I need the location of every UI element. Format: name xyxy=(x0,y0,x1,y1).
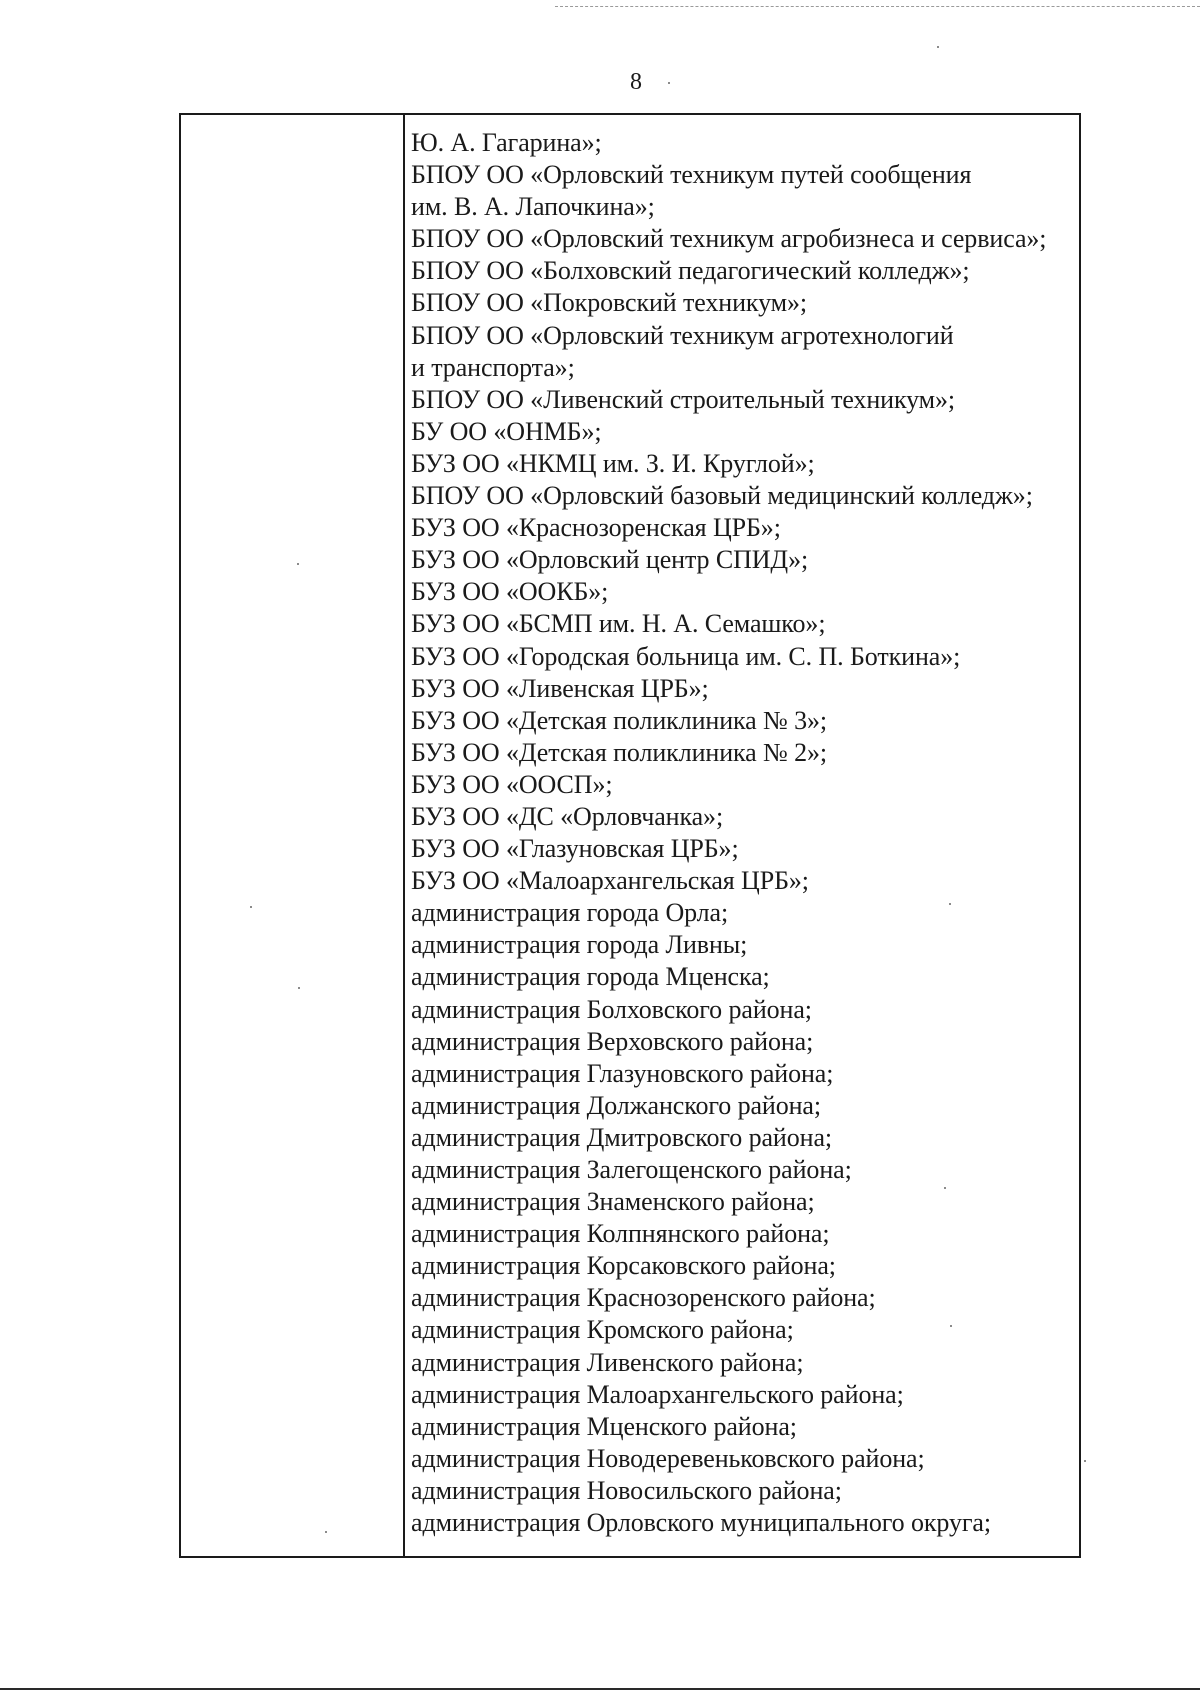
list-item: администрация Колпнянского района; xyxy=(411,1219,830,1249)
list-item: администрация Кромского района; xyxy=(411,1315,794,1345)
list-item: администрация Новодеревеньковского района; xyxy=(411,1443,925,1473)
list-item: БУЗ ОО «Глазуновская ЦРБ»; xyxy=(411,834,739,864)
list-item: БУЗ ОО «ДС «Орловчанка»; xyxy=(411,801,724,831)
list-item: администрация Знаменского района; xyxy=(411,1187,815,1217)
list-item: БУЗ ОО «Городская больница им. С. П. Боткина»; xyxy=(411,641,961,671)
scan-speck xyxy=(297,563,299,565)
list-item: БУЗ ОО «Ливенская ЦРБ»; xyxy=(411,673,709,703)
list-item: БУЗ ОО «ООСП»; xyxy=(411,769,613,799)
list-item: БПОУ ОО «Покровский техникум»; xyxy=(411,288,808,318)
list-item: БПОУ ОО «Орловский базовый медицинский колледж»; xyxy=(411,481,1033,511)
list-item: БУЗ ОО «Орловский центр СПИД»; xyxy=(411,545,809,575)
scan-speck xyxy=(668,82,670,84)
list-item: БУЗ ОО «НКМЦ им. З. И. Круглой»; xyxy=(411,448,815,478)
list-item: администрация города Мценска; xyxy=(411,962,770,992)
list-item: администрация Верховского района; xyxy=(411,1026,814,1056)
list-item: администрация Краснозоренского района; xyxy=(411,1283,876,1313)
page-number: 8 xyxy=(630,69,642,95)
list-item: администрация города Ливны; xyxy=(411,930,748,960)
scan-speck xyxy=(944,1187,946,1189)
table-left-column xyxy=(181,115,405,1556)
list-item: БУЗ ОО «Малоархангельская ЦРБ»; xyxy=(411,866,809,896)
list-item: администрация Орловского муниципального округа; xyxy=(411,1508,991,1538)
scan-speck xyxy=(937,46,939,48)
scan-artifact-top-line xyxy=(555,6,1200,7)
list-item: БУ ОО «ОНМБ»; xyxy=(411,416,602,446)
list-item: администрация Дмитровского района; xyxy=(411,1122,833,1152)
scan-speck xyxy=(250,906,252,908)
list-item: администрация города Орла; xyxy=(411,898,729,928)
list-item: администрация Корсаковского района; xyxy=(411,1251,836,1281)
list-item: БПОУ ОО «Орловский техникум агротехнологий xyxy=(411,320,954,350)
list-item: БПОУ ОО «Болховский педагогический колледж»; xyxy=(411,256,970,286)
scan-speck xyxy=(949,903,951,905)
scan-speck xyxy=(1084,1460,1086,1462)
scan-speck xyxy=(950,1325,952,1327)
table-right-column xyxy=(405,115,1079,1556)
list-item: и транспорта»; xyxy=(411,352,575,382)
list-item: администрация Малоархангельского района; xyxy=(411,1379,904,1409)
list-item: администрация Мценского района; xyxy=(411,1411,797,1441)
list-item: администрация Новосильского района; xyxy=(411,1475,842,1505)
list-item: Ю. А. Гагарина»; xyxy=(411,128,602,157)
list-item: БУЗ ОО «БСМП им. Н. А. Семашко»; xyxy=(411,609,826,639)
list-item: администрация Болховского района; xyxy=(411,994,812,1024)
scan-speck xyxy=(298,987,300,989)
list-item: администрация Глазуновского района; xyxy=(411,1058,834,1088)
scan-speck xyxy=(325,1531,327,1533)
list-item: администрация Должанского района; xyxy=(411,1090,821,1120)
list-item: БУЗ ОО «Краснозоренская ЦРБ»; xyxy=(411,513,781,543)
scan-artifact-bottom-line xyxy=(0,1688,1200,1690)
list-item: БПОУ ОО «Ливенский строительный техникум»; xyxy=(411,384,956,414)
list-item: БПОУ ОО «Орловский техникум путей сообщения xyxy=(411,160,972,190)
list-item: им. В. А. Лапочкина»; xyxy=(411,192,655,222)
list-item: администрация Залегощенского района; xyxy=(411,1155,852,1184)
list-item: БУЗ ОО «ООКБ»; xyxy=(411,577,609,607)
list-item: администрация Ливенского района; xyxy=(411,1347,804,1377)
list-item: БПОУ ОО «Орловский техникум агробизнеса и сервиса»; xyxy=(411,224,1047,254)
list-item: БУЗ ОО «Детская поликлиника № 3»; xyxy=(411,705,828,735)
list-item: БУЗ ОО «Детская поликлиника № 2»; xyxy=(411,737,828,767)
document-table xyxy=(179,113,1081,1558)
